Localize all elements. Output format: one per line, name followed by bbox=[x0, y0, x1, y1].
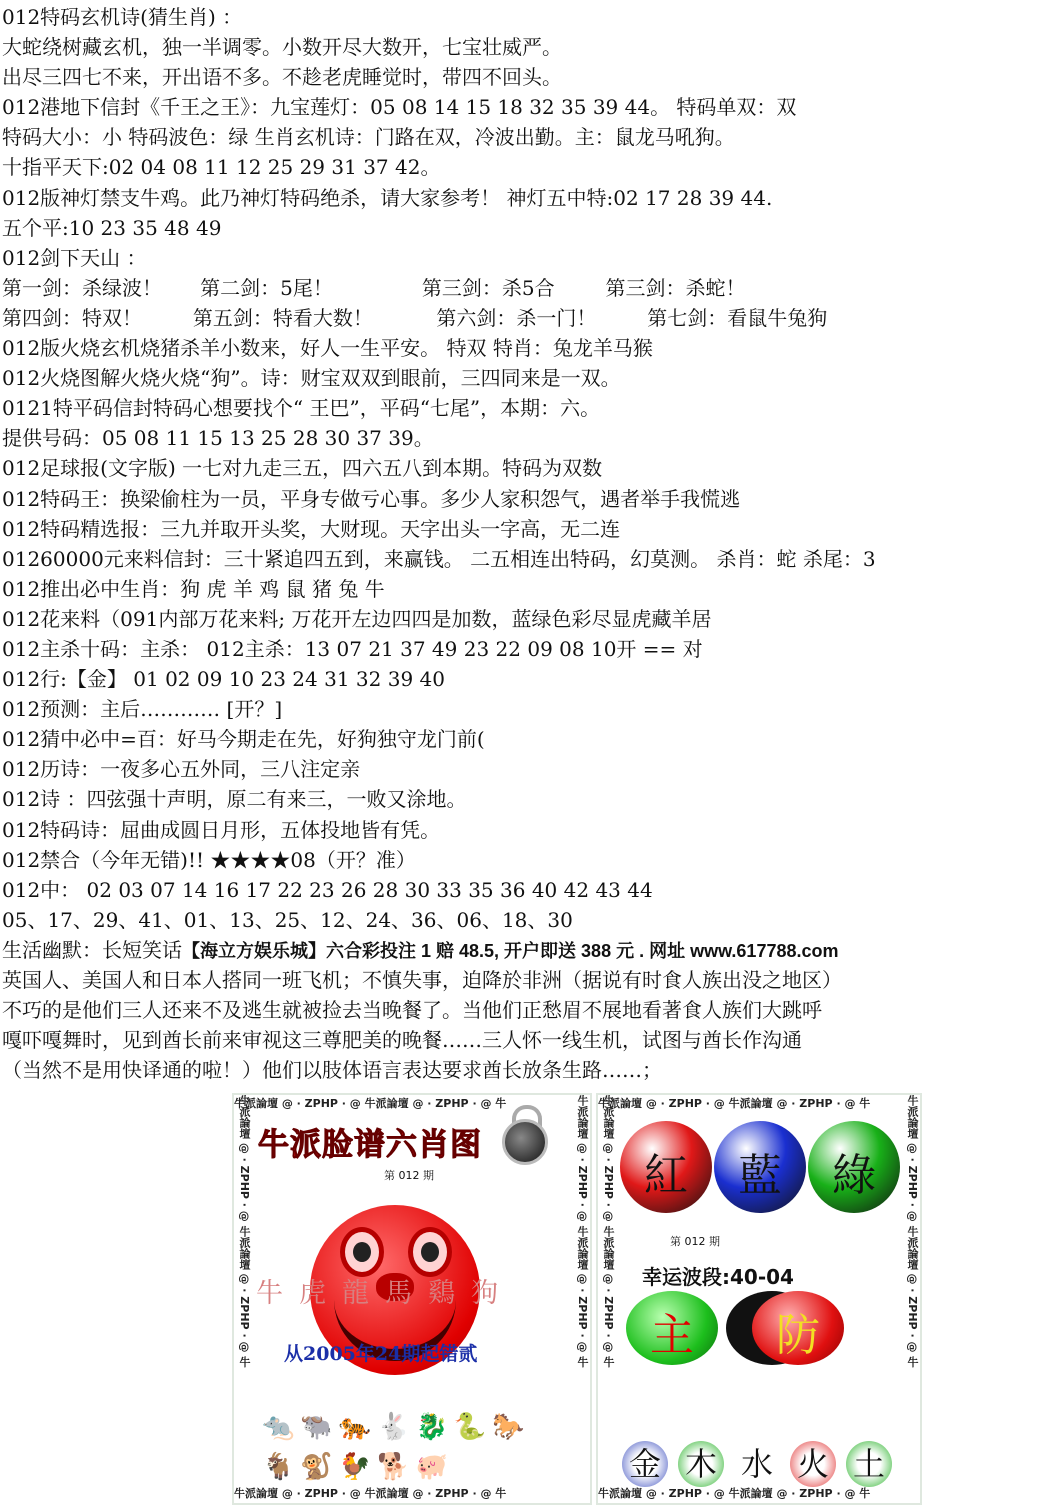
text-line: 012中： 02 03 07 14 16 17 22 23 26 28 30 33 35 36 40 42 43 44 bbox=[2, 877, 653, 902]
watermark-top: 牛派論壇 @ · ZPHP · @ 牛派論壇 @ · ZPHP · @ 牛 bbox=[234, 1097, 507, 1110]
text-line: 五个平:10 23 35 48 49 bbox=[2, 215, 222, 240]
red-ball bbox=[620, 1121, 712, 1213]
story-line: 不巧的是他们三人还来不及逃生就被捡去当晚餐了。当他们正愁眉不展地看著食人族们大跳呼 bbox=[2, 998, 822, 1023]
watermark-left: 牛派論壇 @ · ZPHP · @ 牛派論壇 @ · ZPHP · @ 牛 bbox=[602, 1095, 615, 1368]
zodiac-animals-icon: 🐀🐃🐅🐇🐉🐍🐎🐐🐒🐓🐕🐖 bbox=[262, 1412, 531, 1482]
right-eye bbox=[408, 1227, 452, 1277]
text-line: 012版火烧玄机烧猪杀羊小数来，好人一生平安。 特双 特肖：兔龙羊马猴 bbox=[2, 336, 653, 361]
text-line: 012特码玄机诗(猜生肖) ： bbox=[2, 5, 243, 29]
text-line: 012特码精选报：三九并取开头奖，大财现。天字出头一字高，无二连 bbox=[2, 516, 621, 541]
element-water: 水 bbox=[734, 1441, 780, 1487]
text-line: 第四剑：特双！ 第五剑：特看大数！ 第六剑：杀一门！ 第七剑：看鼠牛兔狗 bbox=[2, 305, 828, 330]
text-line: 01260000元来料信封：三十紧追四五到，来赢钱。 二五相连出特码，幻莫测。 杀肖：蛇 杀尾：3 bbox=[2, 546, 876, 571]
humor-ad-line bbox=[2, 935, 1042, 965]
text-line: 012特码诗：屈曲成圆日月形，五体投地皆有凭。 bbox=[2, 817, 441, 842]
lock-icon bbox=[502, 1119, 548, 1165]
text-line: 提供号码：05 08 11 15 13 25 28 30 37 39。 bbox=[2, 426, 434, 451]
text-line: 012火烧图解火烧火烧“狗”。诗：财宝双双到眼前，三四同来是一双。 bbox=[2, 366, 621, 391]
text-line: 012行:【金】 01 02 09 10 23 24 31 32 39 40 bbox=[2, 667, 445, 692]
text-line: 十指平天下:02 04 08 11 12 25 29 31 37 42。 bbox=[2, 155, 441, 180]
issue-number: 第 012 期 bbox=[670, 1235, 720, 1248]
text-line: 特码大小：小 特码波色：绿 生肖玄机诗：门路在双，冷波出勤。主：鼠龙马吼狗。 bbox=[2, 125, 735, 150]
text-line: 012港地下信封《千王之王》：九宝莲灯：05 08 14 15 18 32 35 39 44。 特码单双：双 bbox=[2, 95, 797, 120]
text-line: 第一剑：杀绿波！ 第二剑：5尾！ 第三剑：杀5合 第三剑：杀蛇！ bbox=[2, 275, 746, 300]
text-line: 012预测：主后………… [开？] bbox=[2, 697, 283, 722]
main-egg bbox=[626, 1291, 718, 1365]
humor-prefix: 生活幽默：长短笑话 bbox=[2, 937, 182, 962]
lucky-wave-range: 幸运波段:40-04 bbox=[642, 1265, 794, 1289]
text-line: 出尽三四七不来，开出语不多。不趁老虎睡觉时，带四不回头。 bbox=[2, 65, 562, 90]
pupil bbox=[421, 1242, 439, 1262]
element-fire: 火 bbox=[790, 1441, 836, 1487]
left-eye bbox=[340, 1227, 384, 1277]
six-zodiac-face-image bbox=[232, 1093, 592, 1505]
egg-label: 防 bbox=[776, 1310, 820, 1361]
text-line: 012推出必中生肖：狗 虎 羊 鸡 鼠 猪 兔 牛 bbox=[2, 576, 385, 601]
text-line: 05、17、29、41、01、13、25、12、24、36、06、18、30 bbox=[2, 907, 573, 932]
text-line: 012猜中必中=百：好马今期走在先，好狗独守龙门前( bbox=[2, 727, 485, 752]
story-line: 英国人、美国人和日本人搭同一班飞机；不慎失事，迫降於非洲（据说有时食人族出没之地区） bbox=[2, 968, 842, 992]
wave-color-image bbox=[596, 1093, 922, 1505]
defend-egg bbox=[752, 1291, 844, 1365]
text-line: 012主杀十码：主杀： 012主杀：13 07 21 37 49 23 22 09 08 10开 == 对 bbox=[2, 636, 703, 661]
watermark-top: 牛派論壇 @ · ZPHP · @ 牛派論壇 @ · ZPHP · @ 牛 bbox=[598, 1097, 871, 1110]
text-line: 大蛇绕树藏玄机，独一半调零。小数开尽大数开，七宝壮威严。 bbox=[2, 35, 562, 60]
text-line: 0121特平码信封特码心想要找个“ 王巴”，平码“七尾”，本期：六。 bbox=[2, 396, 601, 421]
pupil bbox=[353, 1242, 371, 1262]
text-line: 012版神灯禁支牛鸡。此乃神灯特码绝杀，请大家参考！ 神灯五中特:02 17 28 39 44. bbox=[2, 185, 773, 210]
text-line: 012足球报(文字版) 一七对九走三五，四六五八到本期。特码为双数 bbox=[2, 456, 603, 481]
element-earth: 土 bbox=[846, 1441, 892, 1487]
casino-ad-link[interactable]: 【海立方娱乐城】六合彩投注 1 赔 48.5, 开户即送 388 元 . 网址 www.617788.com bbox=[182, 940, 839, 961]
issue-number: 第 012 期 bbox=[384, 1169, 434, 1182]
blue-ball bbox=[714, 1121, 806, 1213]
ball-label: 綠 bbox=[832, 1150, 876, 1201]
since-caption: 从2005年24期起错贰 bbox=[284, 1343, 478, 1365]
story-line: 嘎吓嘎舞时，见到酋长前来审视这三尊肥美的晚餐……三人怀一线生机，试图与酋长作沟通 bbox=[2, 1028, 802, 1053]
watermark-right: 牛派論壇 @ · ZPHP · @ 牛派論壇 @ · ZPHP · @ 牛 bbox=[906, 1095, 919, 1368]
ball-label: 藍 bbox=[738, 1150, 782, 1201]
element-metal: 金 bbox=[622, 1441, 668, 1487]
text-line: 012禁合（今年无错)!! ★★★★08（开？准） bbox=[2, 847, 416, 872]
egg-label: 主 bbox=[650, 1310, 694, 1361]
green-ball bbox=[808, 1121, 900, 1213]
text-line: 012剑下天山 ： bbox=[2, 245, 147, 270]
text-line: 012特码王：换梁偷柱为一员，平身专做亏心事。多少人家积怨气，遇者举手我慌逃 bbox=[2, 486, 741, 511]
watermark-bottom: 牛派論壇 @ · ZPHP · @ 牛派論壇 @ · ZPHP · @ 牛 bbox=[598, 1487, 871, 1500]
text-content bbox=[2, 2, 1042, 1085]
text-line: 012历诗：一夜多心五外同，三八注定亲 bbox=[2, 757, 361, 782]
text-line: 012诗 ：四弦强十声明，原二有来三，一败又涂地。 bbox=[2, 787, 467, 812]
watermark-bottom: 牛派論壇 @ · ZPHP · @ 牛派論壇 @ · ZPHP · @ 牛 bbox=[234, 1487, 507, 1500]
element-wood: 木 bbox=[678, 1441, 724, 1487]
ball-label: 紅 bbox=[644, 1150, 688, 1201]
watermark-left: 牛派論壇 @ · ZPHP · @ 牛派論壇 @ · ZPHP · @ 牛 bbox=[238, 1095, 251, 1368]
story-line: （当然不是用快译通的啦！）他们以肢体语言表达要求酋长放条生路……； bbox=[2, 1058, 662, 1083]
text-line: 012花来料（091内部万花来料; 万花开左边四四是加数，蓝绿色彩尽显虎藏羊居 bbox=[2, 606, 712, 631]
watermark-right: 牛派論壇 @ · ZPHP · @ 牛派論壇 @ · ZPHP · @ 牛 bbox=[576, 1095, 589, 1368]
image-title: 牛派脸谱六肖图 bbox=[258, 1127, 482, 1163]
zodiac-list: 牛虎龍馬鷄狗 bbox=[256, 1278, 514, 1309]
